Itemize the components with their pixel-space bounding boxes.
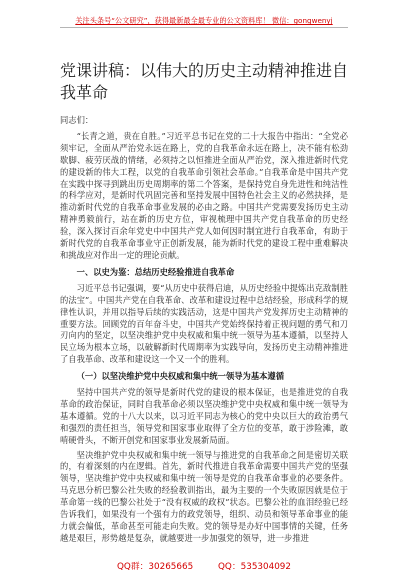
footer-qq: QQ：535304092	[217, 562, 292, 572]
document-title: 党课讲稿：以伟大的历史主动精神推进自我革命	[60, 61, 348, 102]
header-banner-link[interactable]: 关注头条号“公文研究”，获得最新最全最专业的公文资料库！ 微信：gongwenyj	[75, 16, 333, 25]
document-body	[60, 60, 348, 558]
subsection-heading: （一）以坚决维护党中央权威和集中统一领导为基本遵循	[76, 371, 285, 382]
section-paragraph: 习近平总书记强调，要“从历史中获得启迪，从历史经验中提炼出克敌制胜的法宝”。中国共产党在自我革命、改革和建设过程中总结经验，形成科学的规律性认识，并用以指导后续的实践活动，这是中国共产党发挥历史主动精神的重要方法。回顾党的百年奋斗史，中国共产党始终保持着正视问题的勇气和刀刃向内的坚定，以坚决维护党中央权威和集中统一领导为基本遵循，以坚持人民立场为根本立场，以破解新时代周期率为实践导向，发扬历史主动精神推进了自我革命、改革和建设这一个又一个的胜利。	[60, 282, 348, 365]
subsection-paragraph: 坚持中国共产党的领导是新时代党的建设的根本保证，也是推进党的自我革命的政治保证，同时自我革命必须以坚决维护党中央权威和集中统一领导为基本遵循。党的十八大以来，以习近平同志为核心的党中央以巨大的政治勇气和强烈的责任担当，领导党和国家事业取得了全方位的变革，敢于涉险滩，敢啃硬骨头，不断开创党和国家事业发展新局面。	[60, 387, 348, 445]
intro-paragraph: “长青之道，贵在自胜。”习近平总书记在党的二十大报告中指出：“全党必须牢记，全面从严治党永远在路上，党的自我革命永远在路上，决不能有松劲歇脚、疲劳厌战的情绪，必须持之以恒推进全面从严治党，深入推进新时代党的建设新的伟大工程，以党的自我革命引领社会革命。”自我革命是中国共产党在实践中探寻到跳出历史周期率的第二个答案，是保持党自身先进性和纯洁性的科学应对，是新时代巩固完善和坚持发展中国特色社会主义的必然抉择，是推动新时代党的自我革命事业发展的必由之路。中国共产党需要发扬历史主动精神勇毅前行，站在新的历史方位，审视梳理中国共产党自我革命的历史经验，深入探讨百余年党史中中国共产党人如何因时制宜进行自我革命，有助于新时代党的自我革命事业守正创新发展，能为新时代党的建设工程中重难解决和挑战应对作出一定的理论贡献。	[60, 130, 348, 260]
salutation: 同志们：	[60, 115, 94, 125]
footer-qq-group: QQ群：30265665	[116, 562, 194, 572]
page-header	[60, 10, 348, 28]
section-heading: 一、以史为鉴：总结历史经验推进自我革命	[76, 266, 235, 277]
subsection-paragraph: 坚决维护党中央权威和集中统一领导与推进党的自我革命之间是密切关联的，有着深刻的内在逻辑。首先，新时代推进自我革命需要中国共产党的坚强领导，坚决维护党中央权威和集中统一领导是党的自我革命事业的必要条件。马克思分析巴黎公社失败的经验教训指出，最为主要的一个失败原因就是位于革命第一线的巴黎公社处于“没有权威的政权”状态。巴黎公社的血泪经验已经告诉我们，如果没有一个强有力的政党领导，组织、动员和领导革命事业的能力就会偏低，革命甚至可能走向失败。党的领导是办好中国事情的关键，任务越是艰巨，形势越是复杂，就越要进一步加强党的领导，进一步推进	[60, 449, 348, 543]
page-footer	[60, 560, 348, 574]
